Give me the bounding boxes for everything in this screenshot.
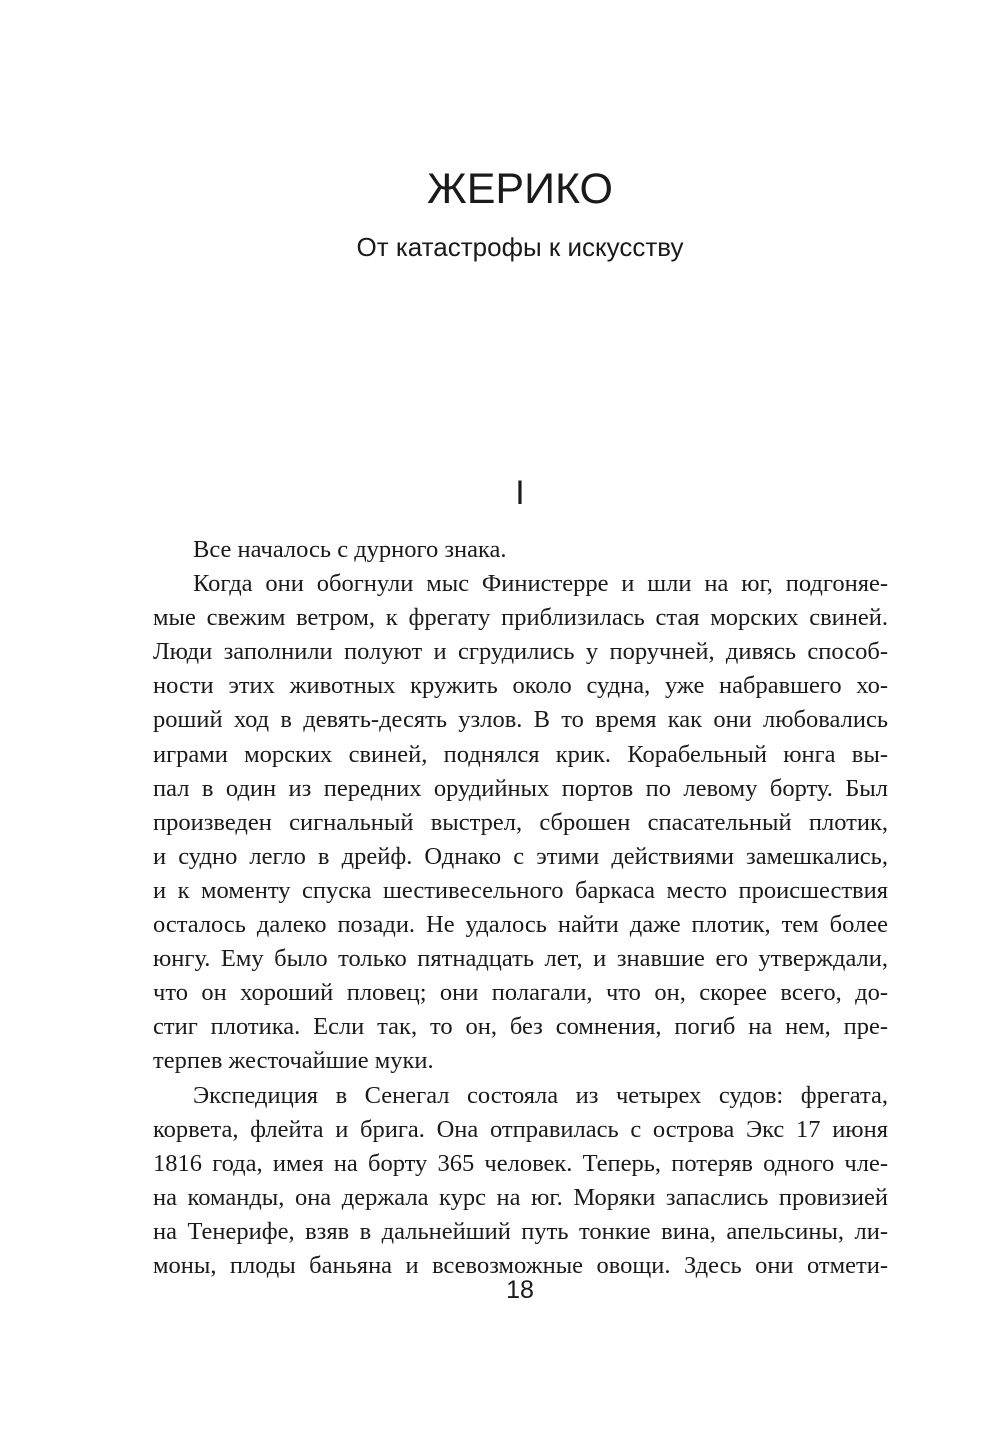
text-line: Люди заполнили полуют и сгрудились у поручней, дивясь способ- [153,638,888,666]
text-line: моны, плоды баньяна и всевозможные овощи. Здесь они отмети- [153,1251,888,1279]
text-line: стиг плотика. Если так, то он, без сомнения, погиб на нем, пре- [153,1013,888,1041]
text-line: Все началось с дурного знака. [193,536,507,563]
text-line: юнгу. Ему было только пятнадцать лет, и знавшие его утверждали, [153,945,888,973]
text-line: мые свежим ветром, к фрегату приблизилась стая морских свиней. [153,604,888,632]
text-line: осталось далеко позади. Не удалось найти даже плотик, тем более [153,911,888,939]
text-line: на Тенерифе, взяв в дальнейший путь тонкие вина, апельсины, ли- [153,1217,888,1245]
page-number: 18 [506,1276,534,1304]
text-line: пал в один из передних орудийных портов по левому борту. Был [153,774,888,802]
text-line: что он хороший пловец; они полагали, что он, скорее всего, до- [153,979,888,1007]
text-line: ности этих животных кружить около судна, уже набравшего хо- [153,672,888,700]
text-line: и судно легло в дрейф. Однако с этими действиями замешкались, [153,842,888,870]
text-line: терпев жесточайшие муки. [153,1047,434,1075]
body-text [153,533,888,1283]
text-line: играми морских свиней, поднялся крик. Корабельный юнга вы- [153,740,888,768]
text-line: на команды, она держала курс на юг. Моряки запаслись провизией [153,1183,888,1211]
text-line: и к моменту спуска шестивесельного баркаса место происшествия [153,876,888,904]
text-line: роший ход в девять-десять узлов. В то время как они любовались [153,706,888,734]
section-number: I [515,474,525,512]
chapter-subtitle: От катастрофы к искусству [356,232,684,262]
text-line: произведен сигнальный выстрел, сброшен спасательный плотик, [153,808,888,836]
text-line: корвета, флейта и брига. Она отправилась с острова Экс 17 июня [153,1115,888,1143]
text-line: Экспедиция в Сенегал состояла из четырех судов: фрегата, [193,1081,888,1109]
text-line: Когда они обогнули мыс Финистерре и шли на юг, подгоняе- [193,570,888,598]
chapter-title: ЖЕРИКО [427,165,613,213]
text-line: 1816 года, имея на борту 365 человек. Теперь, потеряв одного чле- [153,1149,888,1177]
